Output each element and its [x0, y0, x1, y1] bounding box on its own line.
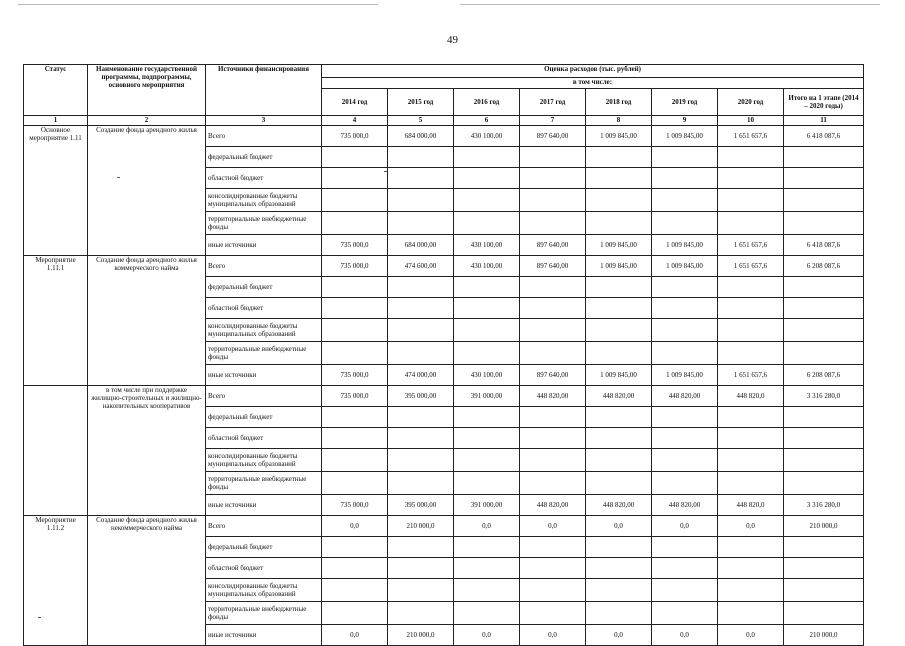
- funding-source: Всего: [206, 126, 322, 147]
- year-value: 1 651 657,6: [718, 256, 784, 277]
- total-value: [784, 428, 864, 449]
- year-value: 448 820,00: [652, 495, 718, 516]
- table-row: [24, 386, 864, 407]
- funding-source: иные источники: [206, 365, 322, 386]
- year-value: [454, 319, 520, 342]
- year-value: [322, 212, 388, 235]
- header-cost: Оценка расходов (тыс. рублей): [322, 65, 864, 78]
- year-value: [520, 579, 586, 602]
- year-value: [586, 168, 652, 189]
- header-year: 2020 год: [718, 89, 784, 116]
- year-value: [586, 147, 652, 168]
- year-value: [454, 558, 520, 579]
- year-value: [520, 189, 586, 212]
- year-value: [454, 277, 520, 298]
- scan-mark: [384, 171, 387, 172]
- year-value: [454, 342, 520, 365]
- year-value: [520, 168, 586, 189]
- year-value: [388, 472, 454, 495]
- year-value: [652, 428, 718, 449]
- row-measure-name: Создание фонда арендного жилья некоммерческого найма: [88, 516, 206, 646]
- year-value: [652, 319, 718, 342]
- year-value: 1 009 845,00: [652, 256, 718, 277]
- year-value: [520, 342, 586, 365]
- funding-source: федеральный бюджет: [206, 407, 322, 428]
- year-value: 448 820,00: [520, 495, 586, 516]
- year-value: 897 640,00: [520, 365, 586, 386]
- year-value: [322, 168, 388, 189]
- budget-table-body: [24, 126, 864, 646]
- year-value: [718, 319, 784, 342]
- year-value: 1 651 657,6: [718, 126, 784, 147]
- year-value: [388, 147, 454, 168]
- year-value: [454, 147, 520, 168]
- year-value: [586, 602, 652, 625]
- year-value: 0,0: [454, 516, 520, 537]
- funding-source: территориальные внебюджетные фонды: [206, 472, 322, 495]
- total-value: 6 418 087,6: [784, 126, 864, 147]
- total-value: 3 316 280,0: [784, 386, 864, 407]
- funding-source: иные источники: [206, 495, 322, 516]
- column-number: 6: [454, 116, 520, 126]
- year-value: 0,0: [718, 625, 784, 646]
- year-value: [718, 472, 784, 495]
- year-value: [652, 277, 718, 298]
- total-value: [784, 319, 864, 342]
- year-value: [520, 428, 586, 449]
- year-value: [718, 189, 784, 212]
- total-value: [784, 342, 864, 365]
- year-value: 1 651 657,6: [718, 235, 784, 256]
- column-number: 1: [24, 116, 88, 126]
- year-value: 430 100,00: [454, 365, 520, 386]
- year-value: [454, 298, 520, 319]
- year-value: [322, 428, 388, 449]
- funding-source: Всего: [206, 256, 322, 277]
- year-value: [586, 428, 652, 449]
- year-value: 474 600,00: [388, 256, 454, 277]
- column-number: 10: [718, 116, 784, 126]
- year-value: [454, 168, 520, 189]
- year-value: 0,0: [520, 625, 586, 646]
- year-value: [718, 168, 784, 189]
- year-value: 395 000,00: [388, 386, 454, 407]
- year-value: 391 000,00: [454, 495, 520, 516]
- column-number: 9: [652, 116, 718, 126]
- year-value: [718, 212, 784, 235]
- year-value: 1 009 845,00: [652, 126, 718, 147]
- row-status: [24, 386, 88, 516]
- year-value: 430 100,00: [454, 256, 520, 277]
- year-value: 0,0: [454, 625, 520, 646]
- year-value: [586, 537, 652, 558]
- year-value: [718, 537, 784, 558]
- total-value: [784, 168, 864, 189]
- header-year: 2016 год: [454, 89, 520, 116]
- year-value: [322, 472, 388, 495]
- funding-source: консолидированные бюджеты муниципальных образований: [206, 449, 322, 472]
- year-value: [454, 428, 520, 449]
- page-number: 49: [447, 34, 458, 46]
- year-value: [388, 407, 454, 428]
- year-value: [520, 537, 586, 558]
- row-status: Мероприятие 1.11.2: [24, 516, 88, 646]
- column-numbers-row: [24, 116, 864, 126]
- year-value: [322, 189, 388, 212]
- header-sources: Источники финансирования: [206, 65, 322, 116]
- column-number: 4: [322, 116, 388, 126]
- year-value: [652, 579, 718, 602]
- column-number: 7: [520, 116, 586, 126]
- year-value: [718, 428, 784, 449]
- year-value: [586, 189, 652, 212]
- year-value: [322, 147, 388, 168]
- year-value: [520, 449, 586, 472]
- funding-source: территориальные внебюджетные фонды: [206, 212, 322, 235]
- year-value: [652, 342, 718, 365]
- funding-source: иные источники: [206, 625, 322, 646]
- year-value: 430 100,00: [454, 126, 520, 147]
- year-value: [586, 342, 652, 365]
- year-value: [322, 277, 388, 298]
- row-measure-name: Создание фонда арендного жилья: [88, 126, 206, 256]
- year-value: 684 000,00: [388, 235, 454, 256]
- total-value: 6 208 087,6: [784, 256, 864, 277]
- funding-source: иные источники: [206, 235, 322, 256]
- total-value: 210 000,0: [784, 516, 864, 537]
- year-value: [718, 449, 784, 472]
- funding-source: территориальные внебюджетные фонды: [206, 602, 322, 625]
- year-value: 0,0: [322, 625, 388, 646]
- year-value: [652, 168, 718, 189]
- year-value: [718, 342, 784, 365]
- funding-source: областной бюджет: [206, 298, 322, 319]
- year-value: [652, 558, 718, 579]
- year-value: [454, 449, 520, 472]
- year-value: [652, 147, 718, 168]
- column-number: 2: [88, 116, 206, 126]
- total-value: [784, 407, 864, 428]
- year-value: 684 000,00: [388, 126, 454, 147]
- year-value: [520, 277, 586, 298]
- year-value: 448 820,0: [718, 386, 784, 407]
- year-value: [718, 298, 784, 319]
- year-value: 1 009 845,00: [652, 365, 718, 386]
- year-value: [520, 319, 586, 342]
- year-value: [388, 537, 454, 558]
- year-value: [454, 189, 520, 212]
- year-value: [388, 277, 454, 298]
- year-value: [322, 298, 388, 319]
- year-value: [520, 602, 586, 625]
- table-row: [24, 256, 864, 277]
- funding-source: областной бюджет: [206, 428, 322, 449]
- header-total: Итого на 1 этапе (2014 – 2020 годы): [784, 89, 864, 116]
- total-value: [784, 472, 864, 495]
- year-value: [520, 472, 586, 495]
- year-value: 448 820,00: [520, 386, 586, 407]
- funding-source: Всего: [206, 386, 322, 407]
- year-value: 1 009 845,00: [586, 365, 652, 386]
- header-year: 2017 год: [520, 89, 586, 116]
- funding-source: консолидированные бюджеты муниципальных образований: [206, 189, 322, 212]
- year-value: 1 009 845,00: [586, 256, 652, 277]
- year-value: [718, 602, 784, 625]
- year-value: 735 000,0: [322, 235, 388, 256]
- year-value: [652, 537, 718, 558]
- header-including: в том числе:: [322, 78, 864, 89]
- year-value: [652, 449, 718, 472]
- year-value: 735 000,0: [322, 495, 388, 516]
- year-value: [652, 298, 718, 319]
- year-value: [388, 319, 454, 342]
- year-value: [586, 212, 652, 235]
- year-value: 1 009 845,00: [586, 235, 652, 256]
- year-value: 897 640,00: [520, 235, 586, 256]
- total-value: [784, 449, 864, 472]
- year-value: [520, 147, 586, 168]
- total-value: [784, 602, 864, 625]
- year-value: 448 820,0: [718, 495, 784, 516]
- funding-source: федеральный бюджет: [206, 277, 322, 298]
- scan-mark: [117, 177, 120, 178]
- total-value: [784, 579, 864, 602]
- table-row: [24, 516, 864, 537]
- year-value: 735 000,0: [322, 126, 388, 147]
- total-value: 6 208 087,6: [784, 365, 864, 386]
- total-value: [784, 212, 864, 235]
- column-number: 5: [388, 116, 454, 126]
- total-value: 210 000,0: [784, 625, 864, 646]
- year-value: [586, 558, 652, 579]
- year-value: [454, 407, 520, 428]
- year-value: [652, 189, 718, 212]
- year-value: [388, 579, 454, 602]
- year-value: [322, 558, 388, 579]
- year-value: 897 640,00: [520, 126, 586, 147]
- year-value: 0,0: [718, 516, 784, 537]
- year-value: [454, 537, 520, 558]
- year-value: 395 000,00: [388, 495, 454, 516]
- year-value: 1 009 845,00: [652, 235, 718, 256]
- year-value: [520, 558, 586, 579]
- year-value: 1 009 845,00: [586, 126, 652, 147]
- year-value: [388, 212, 454, 235]
- year-value: 1 651 657,6: [718, 365, 784, 386]
- year-value: [388, 168, 454, 189]
- total-value: [784, 147, 864, 168]
- funding-source: Всего: [206, 516, 322, 537]
- row-measure-name: в том числе при поддержке жилищно-строительных и жилищно-накопительных кооперативов: [88, 386, 206, 516]
- header-status: Статус: [24, 65, 88, 116]
- column-number: 3: [206, 116, 322, 126]
- header-name: Наименование государственной программы, подпрограммы, основного мероприятия: [88, 65, 206, 116]
- year-value: 0,0: [652, 625, 718, 646]
- year-value: 0,0: [586, 625, 652, 646]
- total-value: 6 418 087,6: [784, 235, 864, 256]
- year-value: [322, 537, 388, 558]
- year-value: [388, 449, 454, 472]
- total-value: 3 316 280,0: [784, 495, 864, 516]
- scan-edge-line: [18, 4, 378, 5]
- row-status: Мероприятие 1.11.1: [24, 256, 88, 386]
- year-value: [520, 298, 586, 319]
- year-value: [322, 407, 388, 428]
- year-value: [388, 189, 454, 212]
- year-value: [322, 319, 388, 342]
- year-value: 735 000,0: [322, 256, 388, 277]
- year-value: [322, 449, 388, 472]
- year-value: [652, 602, 718, 625]
- column-number: 11: [784, 116, 864, 126]
- year-value: [454, 212, 520, 235]
- row-measure-name: Создание фонда арендного жилья коммерческого найма: [88, 256, 206, 386]
- year-value: [718, 407, 784, 428]
- year-value: 448 820,00: [586, 495, 652, 516]
- total-value: [784, 558, 864, 579]
- funding-source: областной бюджет: [206, 168, 322, 189]
- year-value: [388, 602, 454, 625]
- year-value: [388, 298, 454, 319]
- year-value: [586, 319, 652, 342]
- header-year: 2018 год: [586, 89, 652, 116]
- header-year: 2014 год: [322, 89, 388, 116]
- year-value: [586, 277, 652, 298]
- year-value: 0,0: [586, 516, 652, 537]
- year-value: 448 820,00: [652, 386, 718, 407]
- year-value: [652, 472, 718, 495]
- table-row: [24, 126, 864, 147]
- year-value: [322, 579, 388, 602]
- total-value: [784, 189, 864, 212]
- scan-edge-line: [460, 4, 880, 5]
- year-value: [520, 407, 586, 428]
- year-value: [718, 147, 784, 168]
- year-value: [586, 579, 652, 602]
- year-value: [718, 277, 784, 298]
- year-value: 474 000,00: [388, 365, 454, 386]
- year-value: [586, 407, 652, 428]
- year-value: [322, 342, 388, 365]
- total-value: [784, 277, 864, 298]
- year-value: [718, 579, 784, 602]
- funding-source: консолидированные бюджеты муниципальных образований: [206, 579, 322, 602]
- year-value: [388, 558, 454, 579]
- funding-source: областной бюджет: [206, 558, 322, 579]
- year-value: 0,0: [520, 516, 586, 537]
- year-value: 897 640,00: [520, 256, 586, 277]
- funding-source: федеральный бюджет: [206, 147, 322, 168]
- year-value: [454, 472, 520, 495]
- year-value: 210 000,0: [388, 516, 454, 537]
- column-number: 8: [586, 116, 652, 126]
- year-value: [586, 472, 652, 495]
- year-value: [586, 298, 652, 319]
- year-value: 735 000,0: [322, 365, 388, 386]
- total-value: [784, 298, 864, 319]
- year-value: [322, 602, 388, 625]
- year-value: [652, 407, 718, 428]
- year-value: 735 000,0: [322, 386, 388, 407]
- year-value: 0,0: [652, 516, 718, 537]
- scan-mark: [38, 617, 41, 618]
- year-value: 430 100,00: [454, 235, 520, 256]
- year-value: [652, 212, 718, 235]
- year-value: 448 820,00: [586, 386, 652, 407]
- funding-source: территориальные внебюджетные фонды: [206, 342, 322, 365]
- header-year: 2019 год: [652, 89, 718, 116]
- year-value: 0,0: [322, 516, 388, 537]
- year-value: [388, 342, 454, 365]
- year-value: 391 000,00: [454, 386, 520, 407]
- funding-source: консолидированные бюджеты муниципальных образований: [206, 319, 322, 342]
- year-value: [586, 449, 652, 472]
- budget-table: [23, 64, 864, 646]
- header-year: 2015 год: [388, 89, 454, 116]
- year-value: 210 000,0: [388, 625, 454, 646]
- year-value: [454, 602, 520, 625]
- total-value: [784, 537, 864, 558]
- year-value: [520, 212, 586, 235]
- year-value: [718, 558, 784, 579]
- year-value: [454, 579, 520, 602]
- row-status: Основное мероприятие 1.11: [24, 126, 88, 256]
- year-value: [388, 428, 454, 449]
- funding-source: федеральный бюджет: [206, 537, 322, 558]
